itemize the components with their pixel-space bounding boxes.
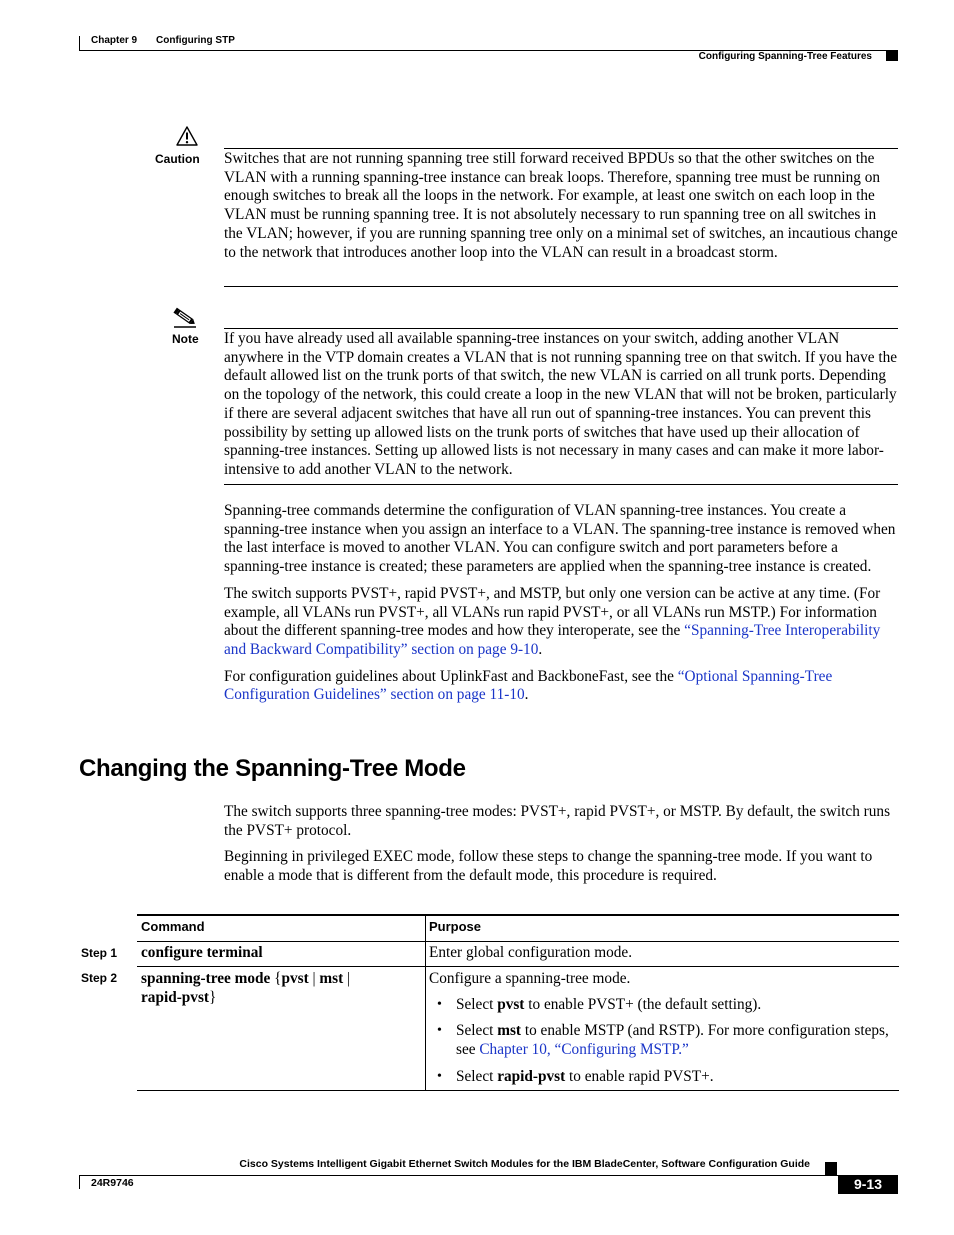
step-1-purpose: Enter global configuration mode.: [429, 944, 633, 961]
step-2-purpose: Configure a spanning-tree mode.: [429, 970, 631, 987]
bullet-icon: •: [437, 997, 442, 1012]
footer-left-bar: [79, 1175, 80, 1189]
chapter-10-link[interactable]: Chapter 10, “Configuring MSTP.”: [479, 1040, 689, 1058]
caution-bottom-rule: [224, 286, 898, 287]
header-block: [886, 51, 898, 61]
table-row-rule: [137, 966, 899, 967]
paragraph-guidelines: For configuration guidelines about UplinkFast and BackboneFast, see the “Optional Spanning-Tree Configuration Guidelines” section on page 11-10.: [224, 667, 833, 704]
bullet-icon: •: [437, 1023, 442, 1038]
table-top-rule: [137, 914, 899, 916]
page-number: 9-13: [838, 1175, 898, 1194]
section-title: Changing the Spanning-Tree Mode: [79, 755, 466, 782]
bullet-item: • Select pvst to enable PVST+ (the default setting).: [437, 996, 762, 1013]
header-left-bar: [79, 36, 80, 50]
step-2-label: Step 2: [81, 971, 118, 985]
footer-doc-number: 24R9746: [91, 1177, 134, 1189]
note-top-rule: [224, 328, 898, 329]
table-header-rule: [137, 941, 899, 942]
guidelines-link[interactable]: “Optional Spanning-Tree Configuration Guidelines” section on page 11-10: [224, 667, 833, 704]
column-header-purpose: Purpose: [429, 919, 482, 934]
section-paragraphs: [224, 803, 898, 886]
step-1-command: configure terminal: [141, 944, 263, 961]
header-section: Configuring Spanning-Tree Features: [698, 51, 872, 62]
footer-rule: [79, 1175, 838, 1176]
footer-block: [825, 1162, 837, 1175]
table-bottom-rule: [137, 1090, 899, 1091]
note-text: If you have already used all available spanning-tree instances on your switch, adding another VLAN anywhere in the VTP domain creates a VLAN that is not running spanning tree on that switch. If you have the default allowed list on the trunk ports of that switch, the new VLAN is carried on all trunk ports. Depending on the topology of the network, this could create a loop in the new VLAN that will not be broken, particularly if there are several adjacent switches that have all run out of spanning-tree instances. You can prevent this possibility by setting up allowed lists on the trunk ports of switches that have used up their allocation of spanning-tree instances. Setting up allowed lists is not necessary in many cases and can make it more labor-intensive to add another VLAN to the network.: [224, 330, 898, 478]
bullet-item: • Select rapid-pvst to enable rapid PVST+.: [437, 1068, 714, 1085]
section-paragraph-procedure: Beginning in privileged EXEC mode, follow these steps to change the spanning-tree mode. If you want to enable a mode that is different from the default mode, this procedure is required.: [224, 848, 873, 885]
table-column-divider: [425, 916, 426, 1090]
step-1-label: Step 1: [81, 946, 118, 960]
caution-label: Caution: [155, 152, 200, 166]
column-header-command: Command: [141, 919, 205, 934]
section-paragraph-modes: The switch supports three spanning-tree modes: PVST+, rapid PVST+, or MSTP. By default, the switch runs the PVST+ protocol.: [224, 803, 891, 839]
note-label: Note: [172, 332, 199, 346]
interoperability-link[interactable]: “Spanning-Tree Interoperability and Backward Compatibility” section on page 9-10: [224, 622, 881, 658]
bullet-item: • Select mst to enable MSTP (and RSTP). For more configuration steps, see Chapter 10, “Configuring MSTP.”: [437, 1022, 889, 1058]
caution-text: Switches that are not running spanning tree still forward received BPDUs so that the other switches on the VLAN with a running spanning-tree instance can break loops. Therefore, spanning tree must be running on enough switches to break all the loops in the network. For example, at least one switch on each loop in the VLAN must be running spanning tree. It is not absolutely necessary to run spanning tree on all switches in the VLAN; however, if you are running spanning tree only on a minimal set of switches, an incautious change to the network that introduces another loop into the VLAN can result in a broadcast storm.: [224, 150, 898, 261]
header-chapter-title: Configuring STP: [156, 35, 235, 46]
bullet-icon: •: [437, 1069, 442, 1084]
caution-top-rule: [224, 148, 898, 149]
pencil-note-icon: [172, 306, 198, 328]
paragraph-commands: Spanning-tree commands determine the configuration of VLAN spanning-tree instances. You create a spanning-tree instance when you assign an interface to a VLAN. The spanning-tree instance is removed when the last interface is moved to another VLAN. You can configure switch and port parameters before a spanning-tree instance is created; these parameters are applied when the spanning-tree instance is created.: [224, 502, 896, 576]
step-2-command: spanning-tree mode {pvst | mst | rapid-pvst}: [141, 970, 351, 1006]
intro-paragraphs: [224, 502, 898, 705]
note-bottom-rule: [224, 484, 898, 485]
header-chapter: Chapter 9: [91, 35, 138, 46]
footer-title: Cisco Systems Intelligent Gigabit Ethernet Switch Modules for the IBM BladeCenter, Software Configuration Guide: [239, 1158, 810, 1170]
warning-triangle-icon: [176, 126, 198, 146]
paragraph-versions: The switch supports PVST+, rapid PVST+, and MSTP, but only one version can be active at any time. (For example, all VLANs run PVST+, all VLANs run rapid PVST+, or all VLANs run MSTP.) For information about the different spanning-tree modes and how they interoperate, see the “Spanning-Tree Interoperability and Backward Compatibility” section on page 9-10.: [224, 584, 881, 658]
